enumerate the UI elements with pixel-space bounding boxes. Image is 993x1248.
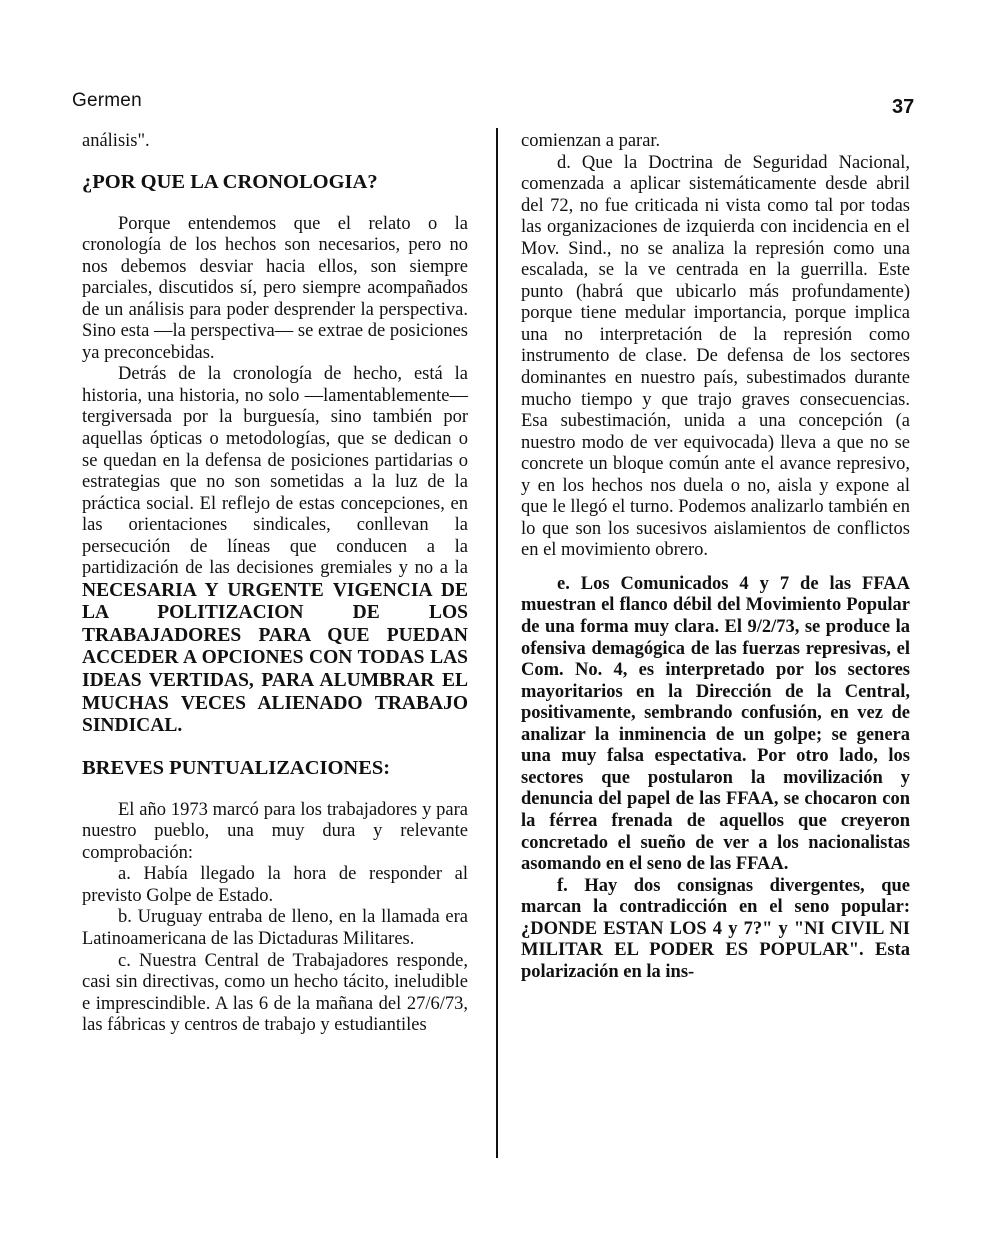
list-item-b: b. Uruguay entraba de lleno, en la llamada era Latinoamericana de las Dictaduras Militares. <box>82 907 468 949</box>
page-number: 37 <box>892 96 915 118</box>
opening-line: análisis". <box>82 131 150 151</box>
list-item-f: f. Hay dos consignas divergentes, que marcan la contradicción en el seno popular: ¿DONDE ESTAN LOS 4 y 7?" y "NI CIVIL NI MILITAR EL PODER ES POPULAR". Esta polarización en la ins- <box>521 875 910 982</box>
running-head: Germen <box>72 90 142 111</box>
section-heading-puntualizaciones: BREVES PUNTUALIZACIONES: <box>82 756 391 779</box>
list-item-d: d. Que la Doctrina de Seguridad Nacional, comenzada a aplicar sistemáticamente desde abril del 72, no fue criticada ni vista como tal por todas las organizaciones de izquierda con incidencia en el Mov. Sind., no se analiza la represión como una escalada, se la ve centrada en la guerrilla. Este punto (habrá que ubicarlo más profundamente) porque tiene medular importancia, porque implica una no interpretación de la represión como instrumento de clase. De defensa de los sectores dominantes en nuestro país, subestimados durante mucho tiempo y que trajo graves consecuencias. Esa subestimación, unida a una concepción (a nuestro modo de ver equivocada) lleva a que no se concrete un bloque común ante el avance represivo, y en los hechos nos duela o no, aisla y expone al que le llegó el turno. Podemos analizarlo también en lo que son los sucesivos aislamientos de conflictos en el movimiento obrero. <box>521 152 910 561</box>
list-item-a: a. Había llegado la hora de responder al previsto Golpe de Estado. <box>82 864 468 906</box>
paragraph-2 <box>82 364 468 737</box>
paragraph-3: El año 1973 marcó para los trabajadores y para nuestro pueblo, una muy dura y relevante comprobación: <box>82 799 468 863</box>
paragraph-2-emphasis: NECESARIA Y URGENTE VIGENCIA DE LA POLITIZACION DE LOS TRABAJADORES PARA QUE PUEDAN ACCEDER A OPCIONES CON TODAS LAS IDEAS VERTIDAS, PARA ALUMBRAR EL MUCHAS VECES ALIENADO TRABAJO SINDICAL. <box>82 579 468 737</box>
list-item-c: c. Nuestra Central de Trabajadores responde, casi sin directivas, como un hecho tácito, ineludible e imprescindible. A las 6 de la mañana del 27/6/73, las fábricas y centros de trabajo y estudiantiles <box>82 950 468 1036</box>
paragraph-1: Porque entendemos que el relato o la cronología de los hechos son necesarios, pero no nos debemos desviar hacia ellos, son siempre parciales, discutidos sí, pero siempre acompañados de un análisis para poder desprender la perspectiva. Sino esta —la perspectiva— se extrae de posiciones ya preconcebidas. <box>82 213 468 363</box>
continuation-line: comienzan a parar. <box>521 131 661 151</box>
section-heading-cronologia: ¿POR QUE LA CRONOLOGIA? <box>82 170 378 193</box>
list-item-e: e. Los Comunicados 4 y 7 de las FFAA muestran el flanco débil del Movimiento Popular de una forma muy clara. El 9/2/73, se produce la ofensiva demagógica de las fuerzas represivas, el Com. No. 4, es interpretado por los sectores mayoritarios en la Dirección de la Central, positivamente, sembrando confusión, en vez de analizar la inminencia de un golpe; se genera una muy falsa espectativa. Por otro lado, los sectores que postularon la movilización y denuncia del papel de las FFAA, se chocaron con la férrea frenada de aquellos que creyeron concretado el sueño de ver a los nacionalistas asomando en el seno de las FFAA. <box>521 573 910 875</box>
column-divider <box>496 128 498 1158</box>
paragraph-2-text: Detrás de la cronología de hecho, está la historia, una historia, no solo —lamentablemente— tergiversada por la burguesía, sino también por aquellas ópticas o metodologías, que se dedican o se quedan en la defensa de posiciones partidarias o estrategias que no son sometidas a la luz de la práctica social. El reflejo de estas concepciones, en las orientaciones sindicales, conllevan la persecución de líneas que conducen a la partidización de las decisiones gremiales y no a la <box>82 364 468 579</box>
left-column <box>82 131 468 1037</box>
right-column <box>521 131 910 983</box>
